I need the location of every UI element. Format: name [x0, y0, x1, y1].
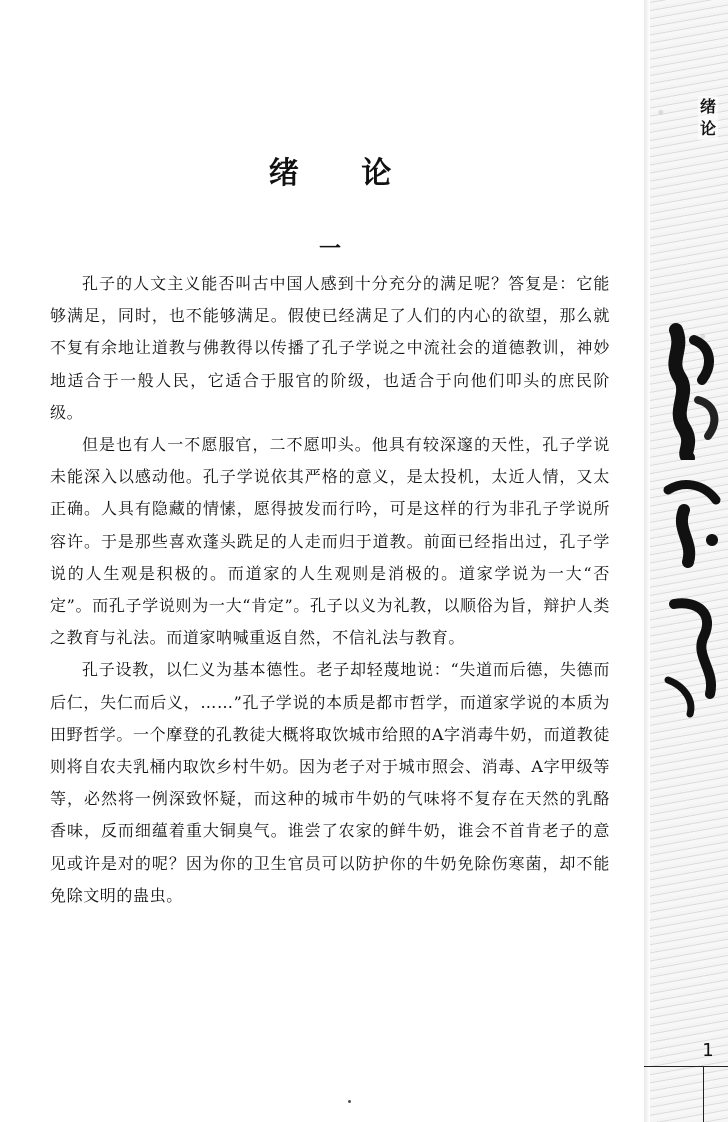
calligraphy-decoration-icon — [654, 320, 728, 460]
page-number: 1 — [702, 1040, 714, 1061]
page-edge-strip — [644, 0, 728, 1122]
body-text — [50, 268, 610, 912]
paragraph-1: 孔子的人文主义能否叫古中国人感到十分充分的满足呢？答复是：它能够满足，同时，也不能够满足。假使已经满足了人们的内心的欲望，那么就不复有余地让道教与佛教得以传播了孔子学说之中流社会的道德教训，神妙地适合于一般人民，它适合于服官的阶级，也适合于向他们叩头的庶民阶级。 — [50, 274, 610, 422]
paragraph-2: 但是也有人一不愿服官，二不愿叩头。他具有较深邃的天性，孔子学说未能深入以感动他。孔子学说依其严格的意义，是太投机，太近人情，又太正确。人具有隐藏的情愫，愿得披发而行吟，可是这样的行为非孔子学说所容许。于是那些喜欢蓬头跣足的人走而归于道教。前面已经指出过，孔子学说的人生观是积极的。而道家的人生观则是消极的。道家学说为一大“否定”。而孔子学说则为一大“肯定”。孔子以义为礼教，以顺俗为旨，辩护人类之教育与礼法。而道家呐喊重返自然，不信礼法与教育。 — [50, 435, 610, 648]
running-head: 绪 论 — [699, 97, 716, 138]
edge-rule-horizontal — [644, 1066, 728, 1067]
chapter-title: 绪 论 — [268, 156, 418, 191]
edge-rule-vertical — [703, 1066, 704, 1122]
scan-dot — [348, 1100, 351, 1103]
paragraph-3: 孔子设教，以仁义为基本德性。老子却轻蔑地说：“失道而后德，失德而后仁，失仁而后义，……”孔子学说的本质是都市哲学，而道家学说的本质为田野哲学。一个摩登的孔教徒大概将取饮城市给照的A字消毒牛奶，而道教徒则将自农夫乳桶内取饮乡村牛奶。因为老子对于城市照会、消毒、A字甲级等等，必然将一例深致怀疑，而这种的城市牛奶的气味将不复存在天然的乳酪香味，反而细蕴着重大铜臭气。谁尝了农家的鲜牛奶，谁会不首肯老子的意见或许是对的呢？因为你的卫生官员可以防护你的牛奶免除伤寒菌，却不能免除文明的蛊虫。 — [50, 660, 610, 905]
calligraphy-decoration-icon — [654, 590, 728, 720]
calligraphy-decoration-icon — [654, 470, 728, 580]
section-number: 一 — [318, 236, 341, 262]
